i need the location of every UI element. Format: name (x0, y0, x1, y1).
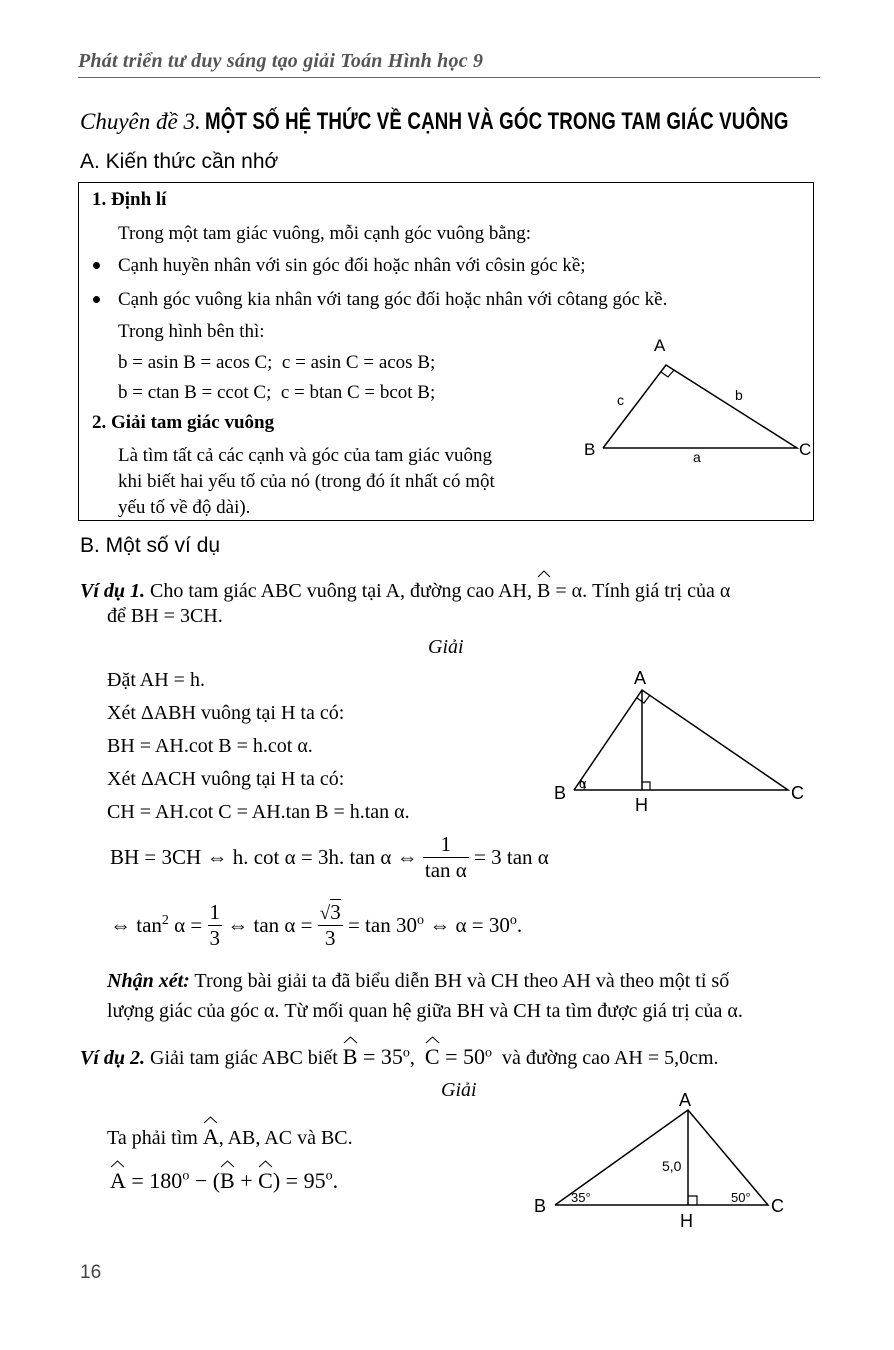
triangle-figure-3 (528, 1088, 796, 1236)
angle-end: . (332, 1168, 339, 1193)
solution-line-3: BH = AH.cot B = h.cot α. (107, 735, 313, 757)
remark-label: Nhận xét: (107, 970, 190, 992)
angle-c-hat (425, 1040, 440, 1070)
hat-icon (425, 1036, 440, 1044)
example-1-text-1: Cho tam giác ABC vuông tại A, đường cao AH, (145, 580, 537, 602)
section-a-heading: A. Kiến thức cần nhớ (80, 150, 279, 173)
example-1-solution-label: Giải (428, 636, 464, 658)
find-text-2: , AB, AC và BC. (218, 1127, 353, 1149)
vertex-b-label: B (554, 783, 567, 803)
example-1-label: Ví dụ 1. (80, 580, 146, 602)
eq2-sup: 2 (161, 913, 169, 928)
eq2-mid: ⇔ tan α = (227, 913, 313, 937)
angle-b-value: = 35 (357, 1044, 403, 1069)
eq2-tan: ⇔ tan (110, 913, 162, 937)
vertex-b-label: B (534, 1196, 547, 1216)
foot-h-label: H (635, 795, 648, 815)
eq2-sqrt-value: 3 (330, 900, 341, 924)
eq1-num: 1 (440, 832, 452, 856)
formula-tan-cot: b = ctan B = ccot C; c = btan C = bcot B; (118, 382, 436, 403)
angle-b-letter: B (220, 1168, 235, 1193)
header-rule (78, 77, 820, 78)
solution-line-1: Đặt AH = h. (107, 669, 205, 691)
vertex-c-label: C (771, 1196, 784, 1216)
eq2-den-2: 3 (318, 925, 343, 951)
angle-c-hat (258, 1164, 273, 1194)
example-2-text-2: và đường cao AH = 5,0cm. (492, 1047, 719, 1069)
angle-alpha-label: α (579, 776, 587, 791)
right-angle-mark-a (637, 695, 650, 703)
solution-line-2: Xét ΔABH vuông tại H ta có: (107, 702, 345, 724)
example-2-solution-label: Giải (441, 1079, 477, 1101)
bullet-dot (93, 296, 100, 303)
degree-mark: o (325, 1168, 333, 1184)
vertex-a-label: A (679, 1090, 692, 1110)
bullet-dot (93, 262, 100, 269)
solve-line-2: khi biết hai yếu tố của nó (trong đó ít nhất có một (118, 471, 495, 492)
right-angle-mark (661, 370, 674, 377)
example-2-label: Ví dụ 2. (80, 1047, 146, 1069)
remark-line-1 (107, 968, 729, 994)
solve-line-1: Là tìm tất cả các cạnh và góc của tam giác vuông (118, 445, 493, 466)
vertex-c-label: C (791, 783, 804, 803)
degree-mark: o (182, 1168, 190, 1184)
example-1-text-3: để BH = 3CH. (107, 605, 223, 627)
find-line (107, 1120, 353, 1151)
angle-a-equation (110, 1164, 338, 1194)
eq2-frac-num: 1 (209, 900, 221, 924)
right-angle-mark-h (642, 782, 650, 790)
hat-icon (537, 570, 551, 578)
chapter-main-title: MỘT SỐ HỆ THỨC VỀ CẠNH VÀ GÓC TRONG TAM GIÁC VUÔNG (204, 108, 789, 135)
triangle-figure-2 (550, 664, 815, 816)
example-2-text-1: Giải tam giác ABC biết (145, 1047, 343, 1069)
eq2-fraction-1 (208, 900, 223, 951)
side-a-label: a (693, 449, 701, 465)
angle-c-value: = 50 (439, 1044, 485, 1069)
angle-a-letter: A (202, 1124, 219, 1149)
bullet-item-1: Cạnh huyền nhân với sin góc đối hoặc nhân với côsin góc kề; (118, 255, 586, 276)
foot-h-label: H (680, 1211, 693, 1231)
eq2-degree-2: o (509, 913, 517, 928)
eq2-result: ⇔ α = 30 (423, 913, 510, 937)
eq2-end: . (516, 913, 523, 937)
hat-icon (343, 1036, 358, 1044)
degree-mark: o (402, 1045, 410, 1061)
angle-eq-1: = 180 (125, 1168, 183, 1193)
angle-b-letter: B (536, 580, 551, 602)
figure-note: Trong hình bên thì: (118, 321, 265, 342)
angle-eq-2: − ( (189, 1168, 221, 1193)
equation-2 (110, 900, 522, 951)
angle-a-hat (203, 1120, 219, 1150)
example-1-text-2: = α. Tính giá trị của α (550, 580, 731, 602)
bullet-item-2: Cạnh góc vuông kia nhân với tang góc đối hoặc nhân với côtang góc kề. (118, 289, 668, 310)
solution-line-4: Xét ΔACH vuông tại H ta có: (107, 768, 345, 790)
chapter-prefix: Chuyên đề 3. (80, 109, 201, 134)
angle-b-letter: B (342, 1044, 358, 1069)
eq1-left: BH = 3CH ⇔ h. cot α = 3h. tan α ⇔ (110, 845, 418, 869)
running-header: Phát triển tư duy sáng tạo giải Toán Hình học 9 (78, 50, 484, 72)
find-text-1: Ta phải tìm (107, 1127, 203, 1149)
theorem-intro: Trong một tam giác vuông, mỗi cạnh góc vuông bằng: (118, 223, 532, 244)
eq2-tan30: = tan 30 (347, 913, 417, 937)
side-c-label: c (617, 392, 624, 408)
vertex-a-label: A (634, 668, 647, 688)
angle-b-label: 35° (571, 1190, 591, 1205)
hat-icon (110, 1160, 125, 1168)
remark-line-2: lượng giác của góc α. Từ mối quan hệ giữa BH và CH ta tìm được giá trị của α. (107, 1000, 743, 1022)
example-1-statement (80, 574, 730, 604)
theorem-heading: 1. Định lí (92, 189, 167, 210)
hat-icon (258, 1160, 273, 1168)
solve-line-3: yếu tố về độ dài). (118, 497, 251, 518)
section-b-heading: B. Một số ví dụ (80, 534, 221, 557)
eq1-right: = 3 tan α (474, 845, 549, 869)
angle-c-letter: C (258, 1168, 273, 1193)
vertex-a-label: A (654, 336, 666, 355)
example-2-statement (80, 1040, 719, 1071)
angle-a-hat (110, 1164, 126, 1194)
equation-1 (110, 832, 549, 883)
solution-line-5: CH = AH.cot C = AH.tan B = h.tan α. (107, 801, 410, 823)
eq1-den: tan α (424, 858, 467, 882)
hat-icon (203, 1116, 218, 1124)
hat-icon (220, 1160, 235, 1168)
eq2-alpha: α = (168, 913, 203, 937)
eq2-sqrt: √3 (319, 900, 341, 924)
eq2-frac-den: 3 (209, 926, 221, 950)
triangle-outline (574, 690, 788, 790)
vertex-b-label: B (584, 440, 596, 459)
eq2-fraction-2 (318, 900, 343, 951)
page-number: 16 (80, 1262, 102, 1283)
angle-c-letter: C (424, 1044, 440, 1069)
angle-b-hat (220, 1164, 235, 1194)
chapter-title (80, 108, 894, 136)
angle-b-hat (343, 1040, 358, 1070)
triangle-figure-1 (580, 332, 816, 467)
altitude-length-label: 5,0 (662, 1158, 682, 1174)
side-b-label: b (735, 387, 743, 403)
vertex-c-label: C (799, 440, 812, 459)
formula-sin-cos: b = asin B = acos C; c = asin C = acos B; (118, 352, 436, 373)
angle-b-hat (537, 574, 550, 604)
angle-eq-3: ) = 95 (272, 1168, 326, 1193)
right-angle-mark-h (688, 1196, 697, 1205)
comma: , (409, 1047, 425, 1069)
solve-heading: 2. Giải tam giác vuông (92, 412, 275, 433)
degree-mark: o (485, 1045, 492, 1061)
triangle-outline (603, 365, 797, 448)
eq2-degree: o (416, 913, 424, 928)
angle-c-label: 50° (731, 1190, 751, 1205)
angle-plus: + (234, 1168, 259, 1193)
angle-a-letter: A (110, 1168, 126, 1193)
remark-text-1: Trong bài giải ta đã biểu diễn BH và CH theo AH và theo một tỉ số (189, 970, 730, 992)
eq1-fraction (423, 832, 469, 883)
